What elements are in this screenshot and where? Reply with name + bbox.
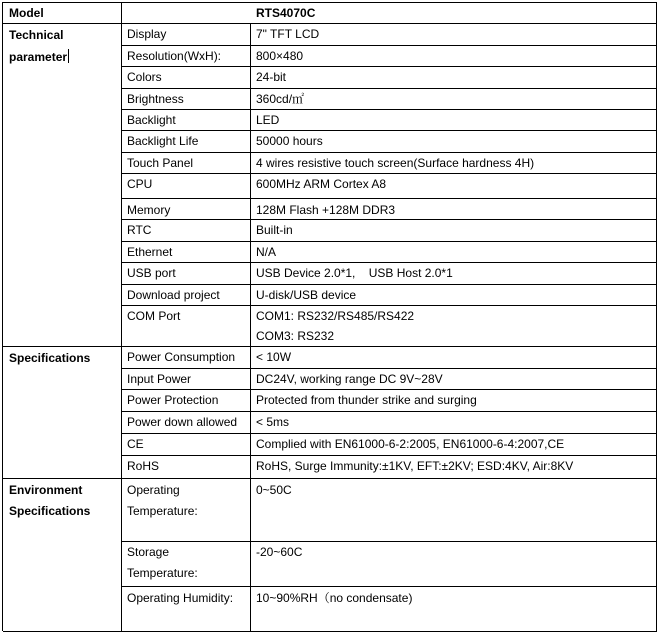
row-label: Power Consumption xyxy=(122,347,251,369)
row-label-line: Operating xyxy=(127,483,180,497)
model-header-label: Model xyxy=(3,3,122,24)
row-value: 7" TFT LCD xyxy=(251,24,657,46)
row-label-line: Temperature: xyxy=(127,504,198,518)
header-blank xyxy=(122,3,251,24)
row-label: CE xyxy=(122,434,251,456)
text-cursor xyxy=(68,49,69,63)
row-label: Power down allowed xyxy=(122,412,251,434)
row-label: Backlight Life xyxy=(122,131,251,153)
row-label-multiline xyxy=(122,479,251,542)
row-value: 10~90%RH（no condensate) xyxy=(251,587,657,632)
section-title-line: Environment xyxy=(9,483,83,497)
row-value: 50000 hours xyxy=(251,131,657,153)
row-label: Ethernet xyxy=(122,242,251,263)
row-label: USB port xyxy=(122,263,251,285)
spec-table xyxy=(2,2,657,631)
row-label-multiline xyxy=(122,542,251,587)
section-technical-parameter xyxy=(3,24,122,347)
row-label: RoHS xyxy=(122,456,251,479)
row-label: Colors xyxy=(122,67,251,89)
row-label: Download project xyxy=(122,285,251,306)
row-value: Built-in xyxy=(251,220,657,242)
section-environment-specifications xyxy=(3,479,122,632)
row-value: LED xyxy=(251,110,657,131)
row-label: RTC xyxy=(122,220,251,242)
section-title-line: Specifications xyxy=(9,351,91,365)
row-value: DC24V, working range DC 9V~28V xyxy=(251,369,657,390)
row-value: < 10W xyxy=(251,347,657,369)
row-value: USB Device 2.0*1, USB Host 2.0*1 xyxy=(251,263,657,285)
row-label: Input Power xyxy=(122,369,251,390)
model-header-value: RTS4070C xyxy=(251,3,657,24)
row-value: 24-bit xyxy=(251,67,657,89)
row-value: 0~50C xyxy=(251,479,657,542)
row-label: Brightness xyxy=(122,89,251,110)
row-label: COM Port xyxy=(122,306,251,347)
section-title-line: Technical xyxy=(9,28,64,42)
row-label: Display xyxy=(122,24,251,46)
row-value-line: COM1: RS232/RS485/RS422 xyxy=(256,309,415,323)
row-value: 600MHz ARM Cortex A8 xyxy=(251,174,657,199)
row-value: N/A xyxy=(251,242,657,263)
row-label-line: Temperature: xyxy=(127,566,198,580)
row-value: Complied with EN61000-6-2:2005, EN61000-6-4:2007,CE xyxy=(251,434,657,456)
row-label-line: Storage xyxy=(127,545,170,559)
row-value: 128M Flash +128M DDR3 xyxy=(251,199,657,220)
row-value-multiline xyxy=(251,306,657,347)
row-value: Protected from thunder strike and surging xyxy=(251,390,657,412)
row-value: RoHS, Surge Immunity:±1KV, EFT:±2KV; ESD:4KV, Air:8KV xyxy=(251,456,657,479)
row-label: CPU xyxy=(122,174,251,199)
row-label: Power Protection xyxy=(122,390,251,412)
row-label: Operating Humidity: xyxy=(122,587,251,632)
row-value: -20~60C xyxy=(251,542,657,587)
section-specifications xyxy=(3,347,122,479)
row-label: Memory xyxy=(122,199,251,220)
row-value-line: COM3: RS232 xyxy=(256,329,335,343)
row-value: 360cd/㎡ xyxy=(251,89,657,110)
row-value: 800×480 xyxy=(251,46,657,67)
row-label: Resolution(WxH): xyxy=(122,46,251,67)
row-label: Touch Panel xyxy=(122,153,251,174)
row-label: Backlight xyxy=(122,110,251,131)
row-value: 4 wires resistive touch screen(Surface hardness 4H) xyxy=(251,153,657,174)
row-value: < 5ms xyxy=(251,412,657,434)
row-value: U-disk/USB device xyxy=(251,285,657,306)
section-title-line: parameter xyxy=(9,50,68,64)
section-title-line: Specifications xyxy=(9,504,91,518)
